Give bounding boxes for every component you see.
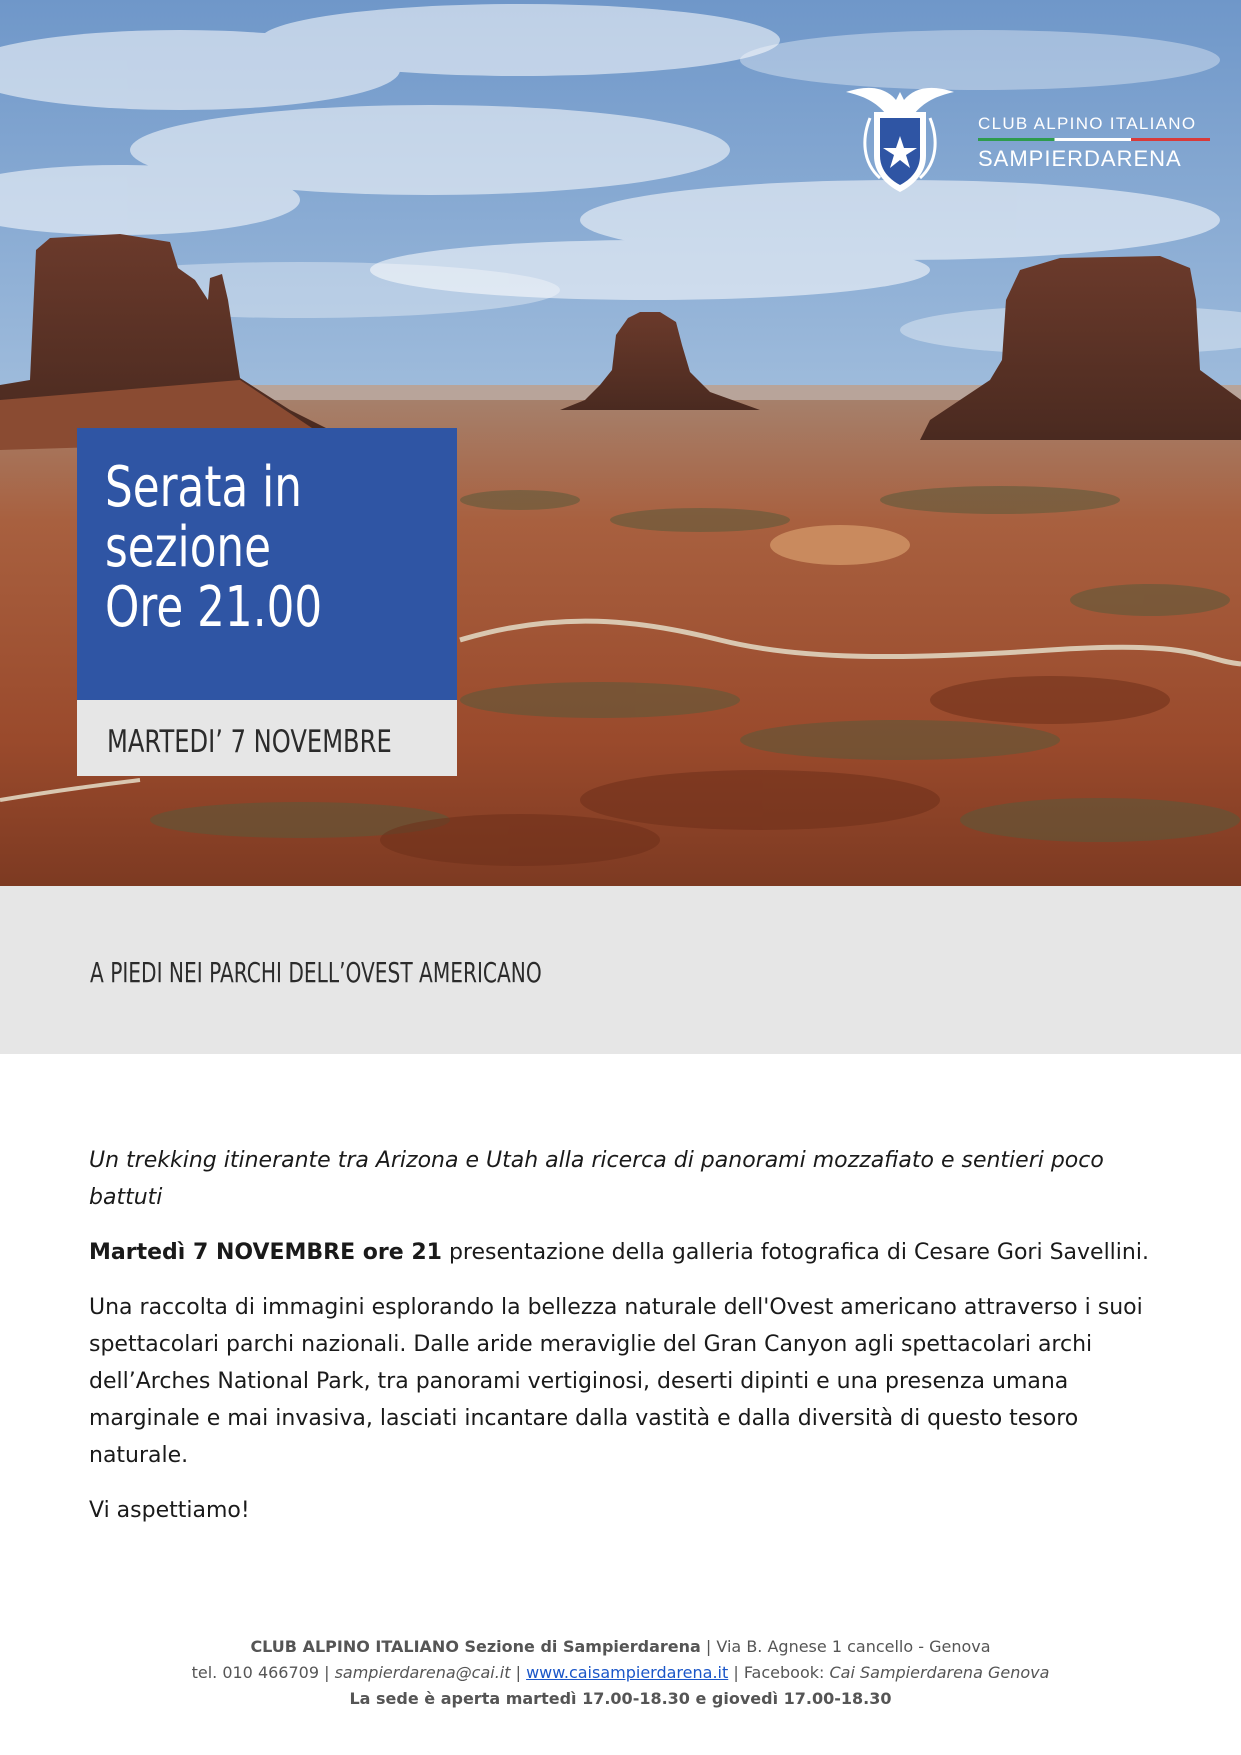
event-title-line-2: sezione bbox=[105, 515, 271, 580]
presentation-paragraph bbox=[89, 1234, 1159, 1271]
footer-address: | Via B. Agnese 1 cancello - Genova bbox=[700, 1637, 991, 1656]
logo-tricolor-bar bbox=[978, 138, 1210, 141]
footer-facebook-link[interactable]: Cai Sampierdarena Genova bbox=[829, 1663, 1050, 1682]
presentation-text: presentazione della galleria fotografica di Cesare Gori Savellini. bbox=[441, 1240, 1149, 1265]
intro-paragraph: Un trekking itinerante tra Arizona e Utah alla ricerca di panorami mozzafiato e sentieri poco battuti bbox=[89, 1148, 1104, 1210]
event-description bbox=[89, 1142, 1159, 1547]
event-title-box bbox=[77, 428, 457, 700]
footer-hours: La sede è aperta martedì 17.00-18.30 e giovedì 17.00-18.30 bbox=[349, 1689, 892, 1708]
footer-email-link[interactable]: sampierdarena@cai.it bbox=[334, 1663, 511, 1682]
event-date: MARTEDI’ 7 NOVEMBRE bbox=[107, 724, 392, 760]
footer-sep: | bbox=[510, 1663, 527, 1682]
footer-address-line bbox=[0, 1634, 1241, 1660]
closing-paragraph: Vi aspettiamo! bbox=[89, 1498, 250, 1523]
event-title-line-1: Serata in bbox=[105, 455, 302, 520]
cai-logo bbox=[840, 78, 1210, 198]
logo-section-name: SAMPIERDARENA bbox=[978, 146, 1182, 171]
footer bbox=[0, 1634, 1241, 1712]
footer-org-name: CLUB ALPINO ITALIANO Sezione di Sampierdarena bbox=[250, 1637, 701, 1656]
footer-tel: tel. 010 466709 | bbox=[191, 1663, 335, 1682]
event-title bbox=[105, 455, 323, 640]
event-subtitle: A PIEDI NEI PARCHI DELL’OVEST AMERICANO bbox=[90, 956, 542, 989]
cai-emblem-icon bbox=[840, 78, 960, 198]
footer-hours-line bbox=[0, 1686, 1241, 1712]
subtitle-band bbox=[0, 886, 1241, 1054]
description-paragraph: Una raccolta di immagini esplorando la bellezza naturale dell'Ovest americano attraverso i suoi spettacolari parchi nazionali. Dalle aride meraviglie del Gran Canyon agli spettacolari archi dell’Arches National Park, tra panorami vertiginosi, deserti dipinti e una presenza umana marginale e mai invasiva, lasciati incantare dalla vastità e dalla diversità di questo tesoro naturale. bbox=[89, 1295, 1143, 1468]
event-date-box bbox=[77, 700, 457, 776]
presentation-date-time: Martedì 7 NOVEMBRE ore 21 bbox=[89, 1240, 442, 1265]
footer-contacts-line bbox=[0, 1660, 1241, 1686]
event-title-line-3: Ore 21.00 bbox=[105, 575, 323, 640]
footer-website-link[interactable]: www.caisampierdarena.it bbox=[526, 1663, 729, 1682]
footer-facebook-label: | Facebook: bbox=[728, 1663, 830, 1682]
logo-club-name: CLUB ALPINO ITALIANO bbox=[978, 114, 1197, 133]
